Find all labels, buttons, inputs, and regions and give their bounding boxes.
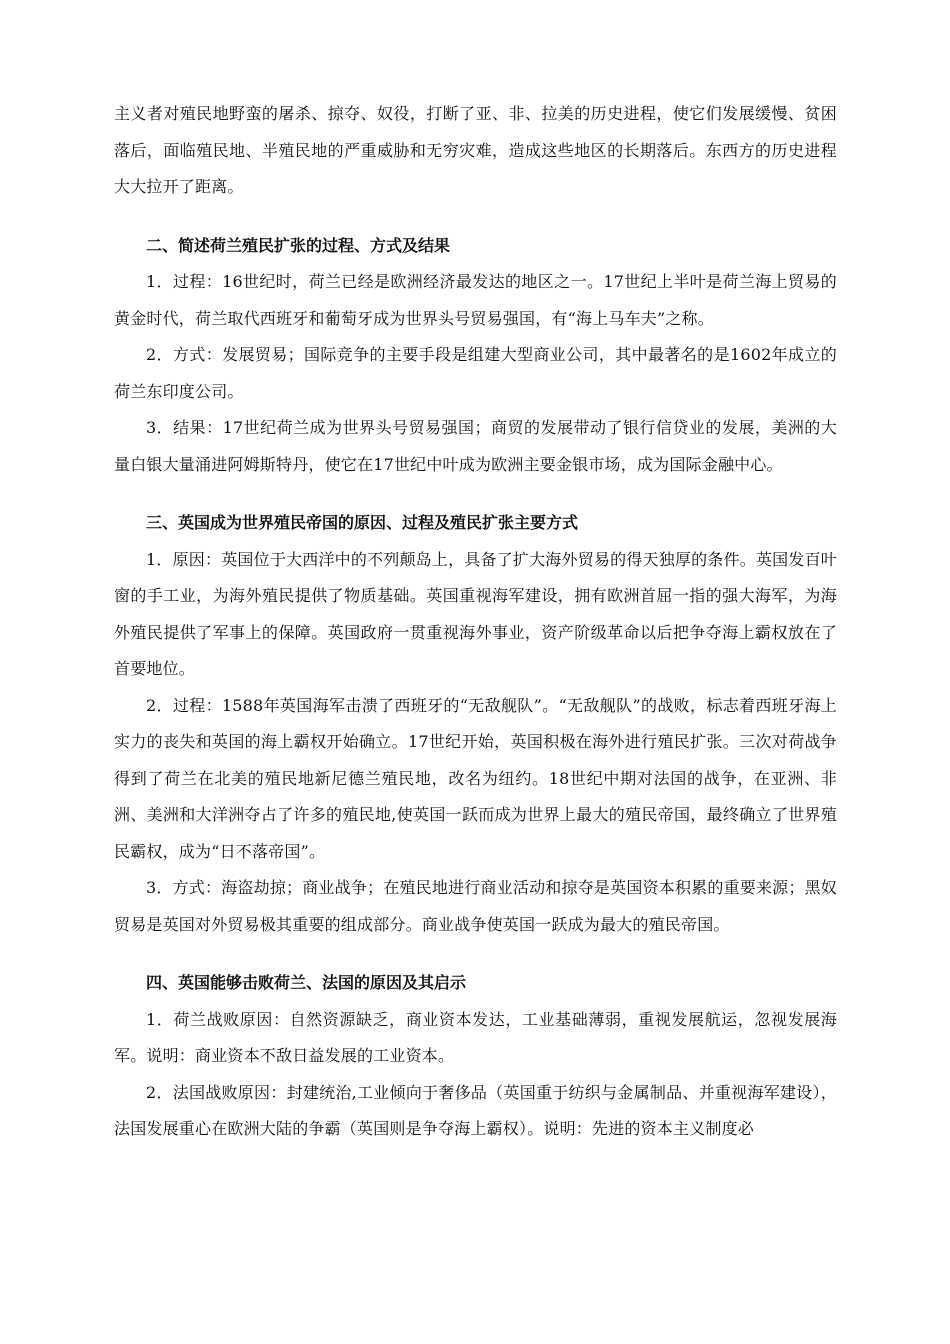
section-3-heading: 三、英国成为世界殖民帝国的原因、过程及殖民扩张主要方式 — [146, 513, 579, 532]
section-2-heading: 二、简述荷兰殖民扩张的过程、方式及结果 — [146, 235, 451, 255]
document-page — [114, 96, 837, 1148]
section-4-paragraph-2: 2．法国战败原因：封建统治,工业倾向于奢侈品（英国重于纺织与金属制品、并重视海军建设），法国发展重心在欧洲大陆的争霸（英国则是争夺海上霸权）。说明：先进的资本主义制度必 — [114, 1082, 837, 1138]
section-2-paragraph-1: 1．过程：16世纪时，荷兰已经是欧洲经济最发达的地区之一。17世纪上半叶是荷兰海上贸易的黄金时代，荷兰取代西班牙和葡萄牙成为世界头号贸易强国，有“海上马车夫”之称。 — [114, 272, 837, 328]
section-2-paragraph-3: 3．结果：17世纪荷兰成为世界头号贸易强国；商贸的发展带动了银行信贷业的发展，美洲的大量白银大量涌进阿姆斯特丹，使它在17世纪中叶成为欧洲主要金银市场，成为国际金融中心。 — [114, 418, 837, 474]
section-4-heading: 四、英国能够击败荷兰、法国的原因及其启示 — [146, 973, 467, 992]
intro-paragraph: 主义者对殖民地野蛮的屠杀、掠夺、奴役，打断了亚、非、拉美的历史进程，使它们发展缓慢、贫困落后，面临殖民地、半殖民地的严重威胁和无穷灾难，造成这些地区的长期落后。东西方的历史进程大大拉开了距离。 — [114, 104, 837, 196]
section-3-paragraph-3: 3．方式：海盗劫掠；商业战争；在殖民地进行商业活动和掠夺是英国资本积累的重要来源；黑奴贸易是英国对外贸易极其重要的组成部分。商业战争使英国一跃成为最大的殖民帝国。 — [114, 878, 837, 934]
section-gap — [114, 943, 837, 965]
section-4-paragraph-1: 1．荷兰战败原因：自然资源缺乏，商业资本发达，工业基础薄弱，重视发展航运，忽视发展海军。说明：商业资本不敌日益发展的工业资本。 — [114, 1009, 837, 1065]
section-3-paragraph-2: 2．过程：1588年英国海军击溃了西班牙的“无敌舰队”。“无敌舰队”的战败，标志着西班牙海上实力的丧失和英国的海上霸权开始确立。17世纪开始，英国积极在海外进行殖民扩张。三次对荷战争得到了荷兰在北美的殖民地新尼德兰殖民地，改名为纽约。18世纪中期对法国的战争，在亚洲、非洲、美洲和大洋洲夺占了许多的殖民地,使英国一跃而成为世界上最大的殖民帝国，最终确立了世界殖民霸权，成为“日不落帝国”。 — [114, 695, 837, 861]
section-3-paragraph-1: 1．原因：英国位于大西洋中的不列颠岛上，具备了扩大海外贸易的得天独厚的条件。英国发百叶窗的手工业，为海外殖民提供了物质基础。英国重视海军建设，拥有欧洲首屈一指的强大海军，为海外殖民提供了军事上的保障。英国政府一贯重视海外事业，资产阶级革命以后把争夺海上霸权放在了首要地位。 — [114, 549, 837, 678]
section-gap — [114, 206, 837, 228]
section-2-paragraph-2: 2．方式：发展贸易；国际竞争的主要手段是组建大型商业公司，其中最著名的是1602年成立的荷兰东印度公司。 — [114, 345, 837, 401]
section-gap — [114, 483, 837, 505]
